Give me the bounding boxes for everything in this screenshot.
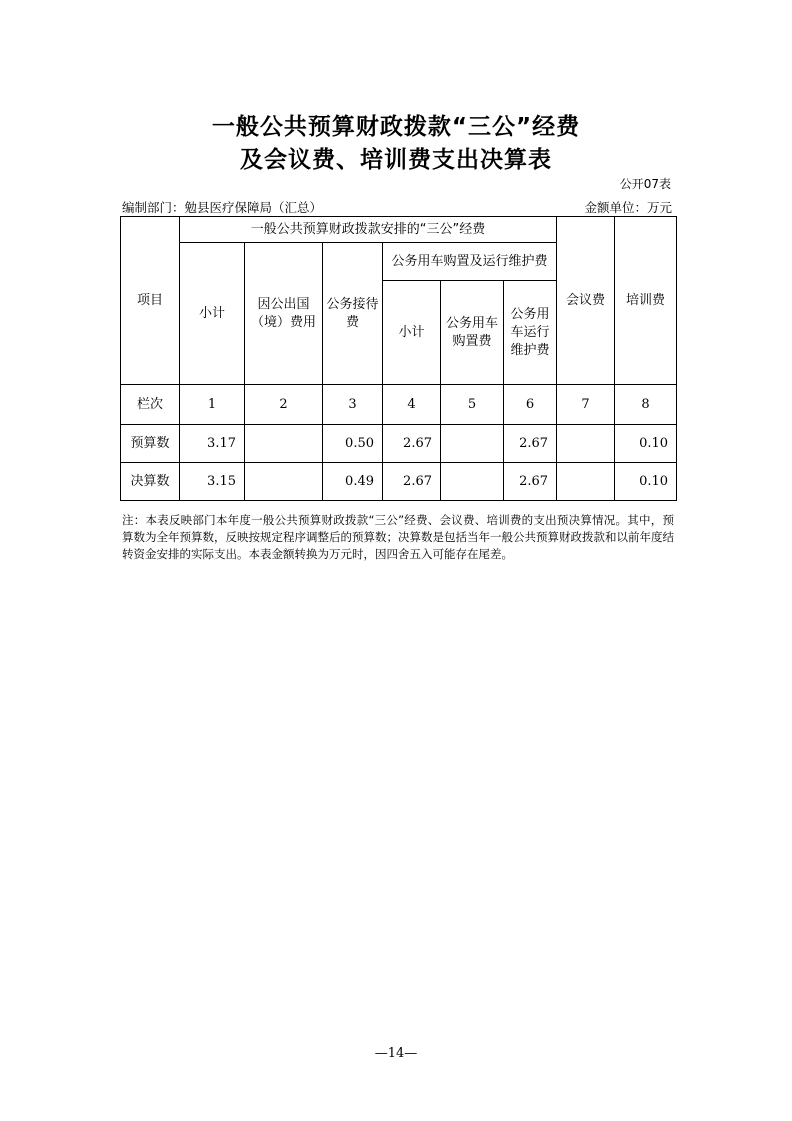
cell: 0.10 xyxy=(615,463,677,501)
row-label: 预算数 xyxy=(121,425,180,463)
cell: 0.10 xyxy=(615,425,677,463)
cell: 3.15 xyxy=(180,463,245,501)
cell xyxy=(245,425,323,463)
cell: 3.17 xyxy=(180,425,245,463)
amount-unit: 金额单位：万元 xyxy=(584,200,672,215)
cell: 0.50 xyxy=(323,425,383,463)
cell xyxy=(441,425,504,463)
table-note: 注：本表反映部门本年度一般公共预算财政拨款“三公”经费、会议费、培训费的支出预决算情况。其中，预算数为全年预算数，反映按规定程序调整后的预算数；决算数是包括当年一般公共预算财政拨款和以前年度结转资金安排的实际支出。本表金额转换为万元时，因四舍五入可能存在尾差。 xyxy=(122,513,674,561)
header-item: 项目 xyxy=(121,217,180,385)
header-vehicle-operation: 公务用车运行维护费 xyxy=(504,281,557,385)
cell xyxy=(441,463,504,501)
header-subtotal: 小计 xyxy=(180,243,245,385)
header-group: 一般公共预算财政拨款安排的“三公”经费 xyxy=(180,217,557,243)
cell: 1 xyxy=(180,385,245,425)
row-label: 决算数 xyxy=(121,463,180,501)
cell xyxy=(557,425,615,463)
page-number: —14— xyxy=(374,1046,418,1061)
row-label: 栏次 xyxy=(121,385,180,425)
table-row xyxy=(121,463,677,501)
table-row xyxy=(121,385,677,425)
cell: 2.67 xyxy=(504,463,557,501)
header-abroad: 因公出国（境）费用 xyxy=(245,243,323,385)
cell: 8 xyxy=(615,385,677,425)
cell: 4 xyxy=(383,385,441,425)
cell: 7 xyxy=(557,385,615,425)
cell: 2.67 xyxy=(383,425,441,463)
header-training: 培训费 xyxy=(615,217,677,385)
cell: 2.67 xyxy=(504,425,557,463)
table-row xyxy=(121,425,677,463)
cell: 0.49 xyxy=(323,463,383,501)
cell: 6 xyxy=(504,385,557,425)
cell xyxy=(557,463,615,501)
header-reception: 公务接待费 xyxy=(323,243,383,385)
header-vehicle-purchase: 公务用车购置费 xyxy=(441,281,504,385)
report-title-line2: 及会议费、培训费支出决算表 xyxy=(240,147,552,173)
expense-table xyxy=(120,216,677,501)
cell: 2.67 xyxy=(383,463,441,501)
header-vehicle-group: 公务用车购置及运行维护费 xyxy=(383,243,557,281)
compiling-department: 编制部门：勉县医疗保障局（汇总） xyxy=(122,200,323,215)
cell xyxy=(245,463,323,501)
cell: 3 xyxy=(323,385,383,425)
cell: 5 xyxy=(441,385,504,425)
header-vehicle-subtotal: 小计 xyxy=(383,281,441,385)
cell: 2 xyxy=(245,385,323,425)
table-number: 公开07表 xyxy=(619,177,671,191)
report-title-line1: 一般公共预算财政拨款“三公”经费 xyxy=(211,114,581,140)
header-meeting: 会议费 xyxy=(557,217,615,385)
